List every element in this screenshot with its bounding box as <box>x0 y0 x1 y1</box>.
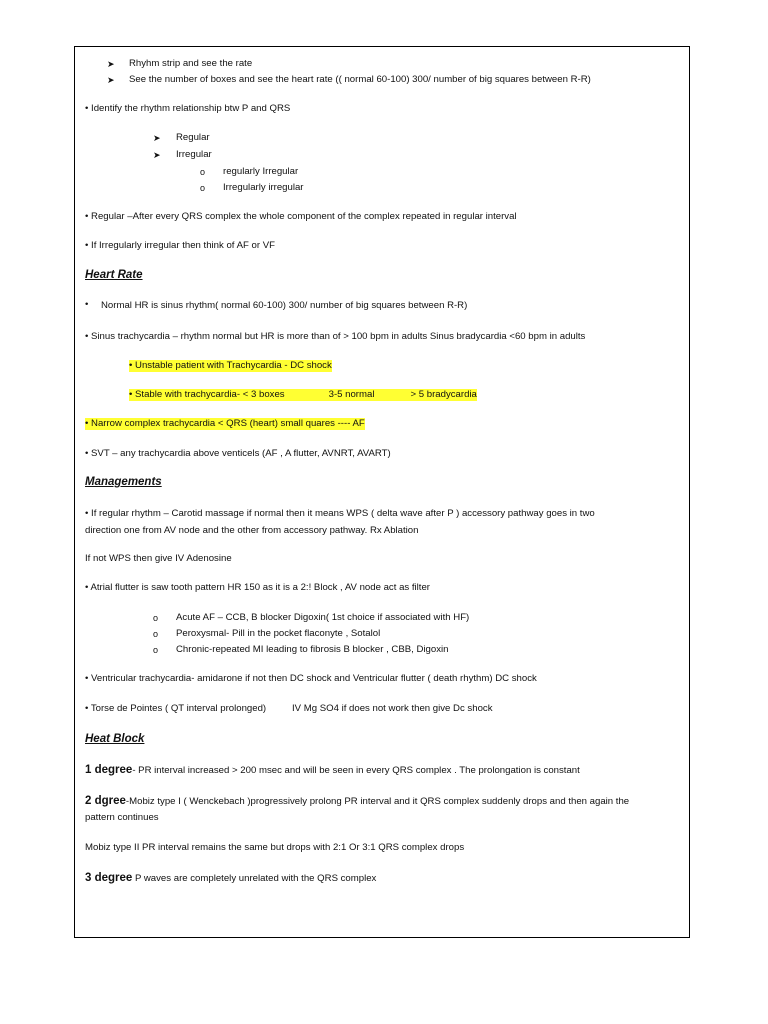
text-line: Irregular <box>176 149 212 160</box>
text-line <box>85 872 376 885</box>
text-line <box>85 764 580 777</box>
text-line: Acute AF – CCB, B blocker Digoxin( 1st choice if associated with HF) <box>176 612 470 623</box>
text-part: • Stable with trachycardia- < 3 boxes <box>129 389 285 400</box>
arrow-bullet-icon: ➤ <box>107 59 115 69</box>
text-part: - PR interval increased > 200 msec and will be seen in every QRS complex . The prolongation is constant <box>132 765 580 776</box>
text-line: direction one from AV node and the other from accessory pathway. Rx Ablation <box>85 525 419 536</box>
circle-bullet-icon: o <box>200 183 206 193</box>
circle-bullet-icon: o <box>200 167 206 177</box>
arrow-bullet-icon: ➤ <box>153 150 161 160</box>
text-line: See the number of boxes and see the heart rate (( normal 60-100) 300/ number of big squares between R-R) <box>129 74 591 85</box>
text-part: 3-5 normal <box>328 389 375 400</box>
degree-label: 3 degree <box>85 872 133 884</box>
degree-label: 2 dgree <box>85 795 126 807</box>
text-line: pattern continues <box>85 812 159 823</box>
text-part: > 5 bradycardia <box>410 389 477 400</box>
text-line: • SVT – any trachycardia above venticels (AF , A flutter, AVNRT, AVART) <box>85 448 391 459</box>
highlighted-line: • Narrow complex trachycardia < QRS (heart) small quares ---- AF <box>85 418 365 429</box>
section-heading: Heat Block <box>85 733 145 745</box>
highlighted-line <box>129 389 477 401</box>
circle-bullet-icon: o <box>153 613 159 623</box>
text-part: P waves are completely unrelated with the QRS complex <box>132 873 377 884</box>
arrow-bullet-icon: ➤ <box>107 75 115 85</box>
text-line: • If Irregularly irregular then think of AF or VF <box>85 240 275 251</box>
text-line: • Sinus trachycardia – rhythm normal but HR is more than of > 100 bpm in adults Sinus bradycardia <60 bpm in adults <box>85 331 586 342</box>
text-line: If not WPS then give IV Adenosine <box>85 553 232 564</box>
text-line: • If regular rhythm – Carotid massage if normal then it means WPS ( delta wave after P ) accessory pathway goes in two <box>85 508 595 519</box>
text-line: Peroxysmal- Pill in the pocket flaconyte , Sotalol <box>176 628 381 639</box>
text-line <box>85 795 629 808</box>
text-line: regularly Irregular <box>223 166 299 177</box>
text-part: -Mobiz type I ( Wenckebach )progressively prolong PR interval and it QRS complex suddenly drops and then again the <box>125 796 630 807</box>
text-line: • Identify the rhythm relationship btw P and QRS <box>85 103 291 114</box>
text-line: Irregularly irregular <box>223 182 304 193</box>
text-line: IV Mg SO4 if does not work then give Dc shock <box>292 703 493 714</box>
section-heading: Managements <box>85 476 162 488</box>
arrow-bullet-icon: ➤ <box>153 133 161 143</box>
text-line: • Atrial flutter is saw tooth pattern HR 150 as it is a 2:! Block , AV node act as filter <box>85 582 430 593</box>
bullet-icon: • <box>85 299 89 310</box>
text-line: Regular <box>176 132 210 143</box>
text-line: • Regular –After every QRS complex the whole component of the complex repeated in regular interval <box>85 211 517 222</box>
text-line: • Torse de Pointes ( QT interval prolonged) <box>85 703 267 714</box>
circle-bullet-icon: o <box>153 645 159 655</box>
text-line: Mobiz type II PR interval remains the same but drops with 2:1 Or 3:1 QRS complex drops <box>85 842 465 853</box>
text-line: • Ventricular trachycardia- amidarone if not then DC shock and Ventricular flutter ( death rhythm) DC shock <box>85 673 537 684</box>
text-line: Normal HR is sinus rhythm( normal 60-100) 300/ number of big squares between R-R) <box>101 300 468 311</box>
section-heading: Heart Rate <box>85 269 143 281</box>
circle-bullet-icon: o <box>153 629 159 639</box>
highlighted-line: • Unstable patient with Trachycardia - DC shock <box>129 360 332 371</box>
degree-label: 1 degree <box>85 764 133 776</box>
text-line: Rhyhm strip and see the rate <box>129 58 253 69</box>
text-line: Chronic-repeated MI leading to fibrosis B blocker , CBB, Digoxin <box>176 644 449 655</box>
